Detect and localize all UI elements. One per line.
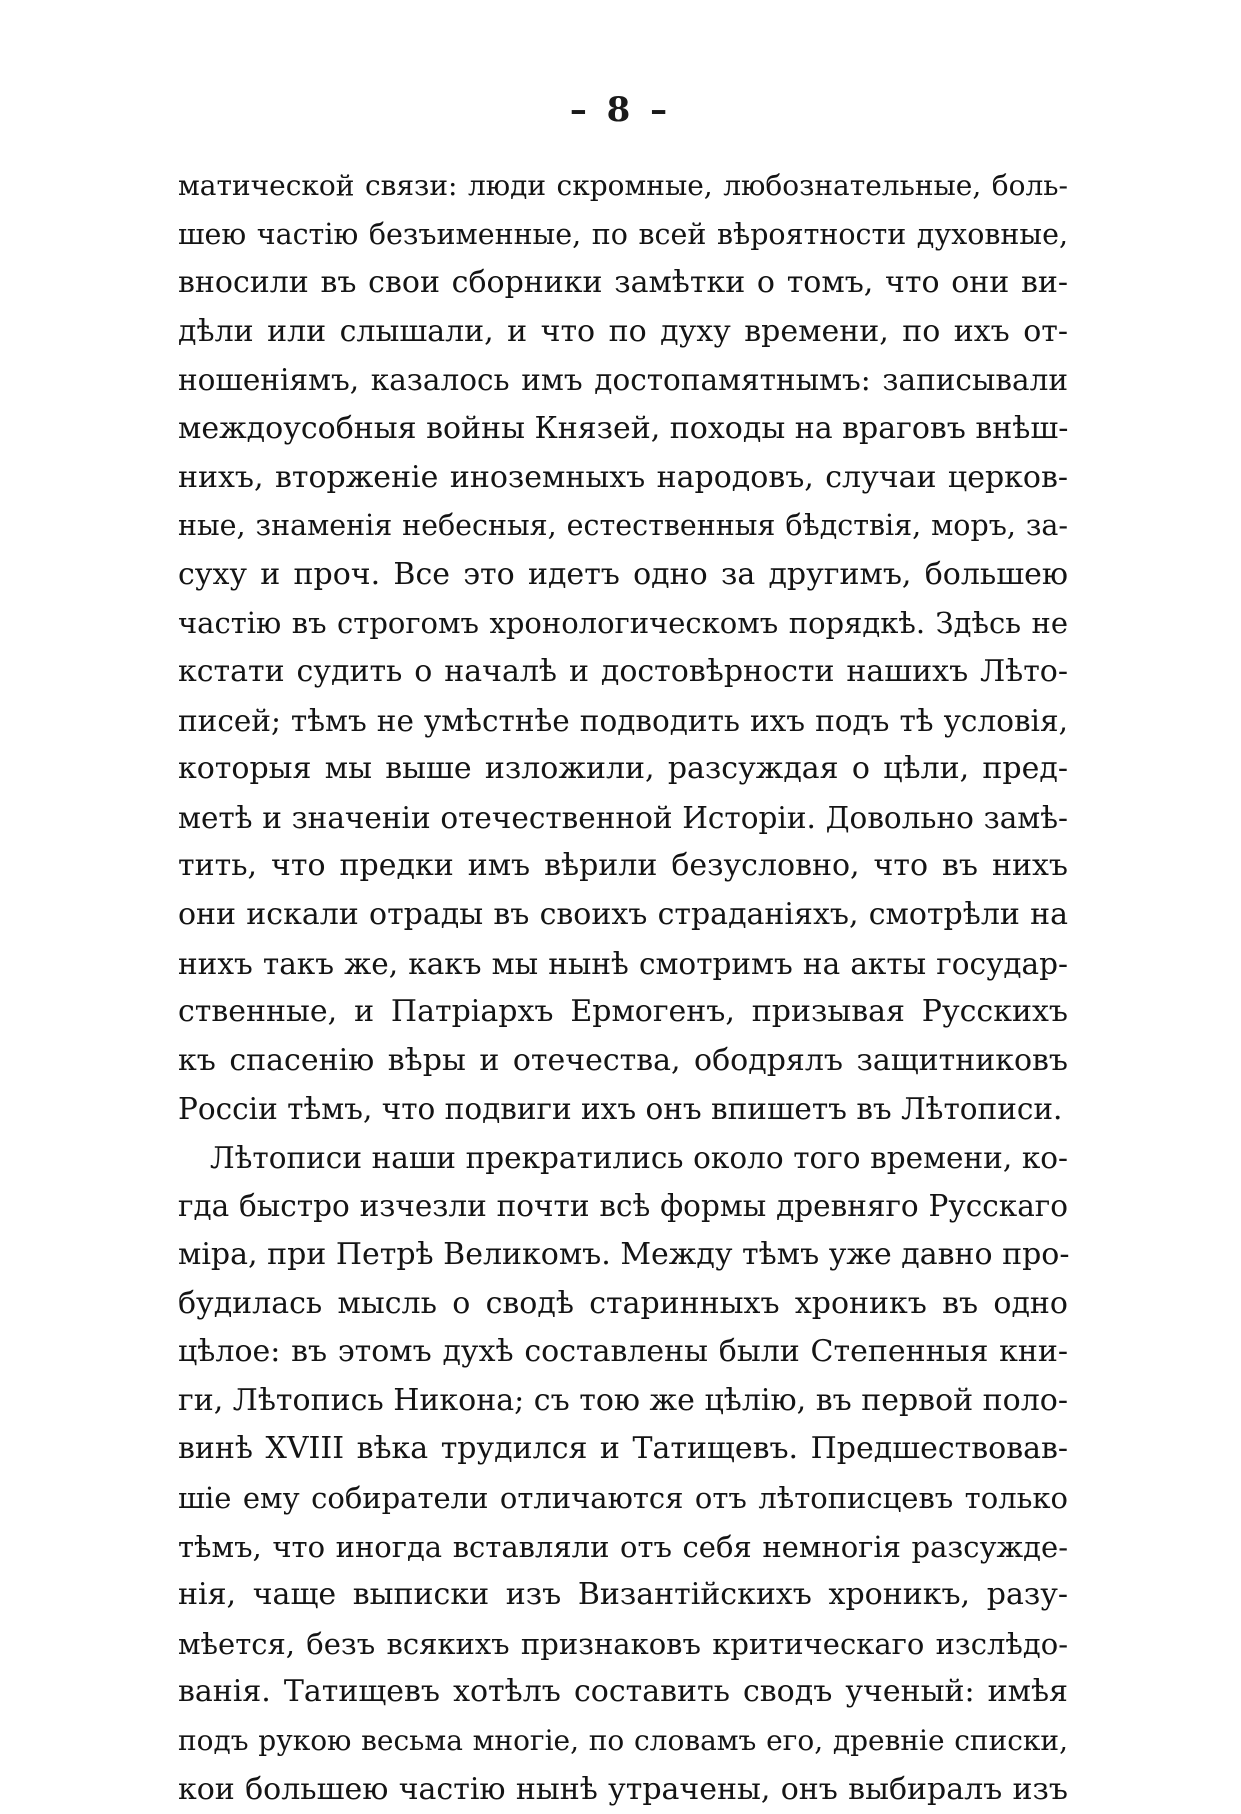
text-line: ственные, и Патріархъ Ермогенъ, призывая Русскихъ xyxy=(178,994,1068,1030)
page-number: – 8 – xyxy=(569,90,672,130)
text-line: кстати судить о началѣ и достовѣрности нашихъ Лѣто- xyxy=(178,653,1068,689)
text-line: тить, что предки имъ вѣрили безусловно, что въ нихъ xyxy=(178,848,1068,884)
text-line: Россіи тѣмъ, что подвиги ихъ онъ впишетъ въ Лѣтописи. xyxy=(178,1092,1063,1127)
text-line: матической связи: люди скромные, любознательные, боль- xyxy=(178,169,1068,202)
text-line: метѣ и значеніи отечественной Исторіи. Довольно замѣ- xyxy=(178,800,1068,835)
text-line: ношеніямъ, казалось имъ достопамятнымъ: записывали xyxy=(178,363,1068,398)
text-line: кои большею частію нынѣ утрачены, онъ выбиралъ изъ xyxy=(178,1771,1068,1807)
text-line: частію въ строгомъ хронологическомъ порядкѣ. Здѣсь не xyxy=(178,606,1068,641)
text-line: ные, знаменія небесныя, естественныя бѣдствія, моръ, за- xyxy=(178,509,1068,543)
text-line: шею частію безъименные, по всей вѣроятности духовные, xyxy=(178,217,1068,251)
text-line: Лѣтописи наши прекратились около того времени, ко- xyxy=(210,1140,1068,1175)
text-line: суху и проч. Все это идетъ одно за другимъ, большею xyxy=(178,556,1068,592)
text-line: мѣется, безъ всякихъ признаковъ критическаго изслѣдо- xyxy=(178,1626,1068,1661)
text-line: ги, Лѣтопись Никона; съ тою же цѣлію, въ первой поло- xyxy=(178,1382,1068,1418)
text-line: междоусобныя войны Князей, походы на враговъ внѣш- xyxy=(178,410,1069,446)
text-line: писей; тѣмъ не умѣстнѣе подводить ихъ подъ тѣ условія, xyxy=(178,703,1068,738)
text-line: винѣ XVIII вѣка трудился и Татищевъ. Предшествовав- xyxy=(178,1431,1068,1467)
text-line: дѣли или слышали, и что по духу времени, по ихъ от- xyxy=(178,313,1068,349)
text-line: гда быстро изчезли почти всѣ формы древняго Русскаго xyxy=(178,1189,1068,1224)
text-line: вносили въ свои сборники замѣтки о томъ, что они ви- xyxy=(178,265,1068,301)
page-text xyxy=(178,162,1068,1814)
text-line: міра, при Петрѣ Великомъ. Между тѣмъ уже давно про- xyxy=(178,1237,1070,1273)
text-line: которыя мы выше изложили, разсуждая о цѣли, пред- xyxy=(178,751,1068,787)
text-line: нихъ, вторженіе иноземныхъ народовъ, случаи церков- xyxy=(178,459,1068,495)
text-line: шіе ему собиратели отличаются отъ лѣтописцевъ только xyxy=(178,1481,1068,1516)
text-line: подъ рукою весьма многіе, по словамъ его, древніе списки, xyxy=(178,1724,1068,1757)
text-line: нія, чаще выписки изъ Византійскихъ хроникъ, разу- xyxy=(178,1577,1068,1613)
text-line: къ спасенію вѣры и отечества, ободрялъ защитниковъ xyxy=(178,1042,1068,1078)
text-line: тѣмъ, что иногда вставляли отъ себя немногія разсужде- xyxy=(178,1529,1068,1564)
text-line: ванія. Татищевъ хотѣлъ составить сводъ ученый: имѣя xyxy=(178,1674,1068,1710)
text-line: будилась мысль о сводѣ старинныхъ хроникъ въ одно xyxy=(178,1285,1068,1321)
text-line: цѣлое: въ этомъ духѣ составлены были Степенныя кни- xyxy=(178,1334,1068,1370)
text-line: они искали отрады въ своихъ страданіяхъ, смотрѣли на xyxy=(178,896,1068,932)
text-line: нихъ такъ же, какъ мы нынѣ смотримъ на акты государ- xyxy=(178,946,1068,981)
